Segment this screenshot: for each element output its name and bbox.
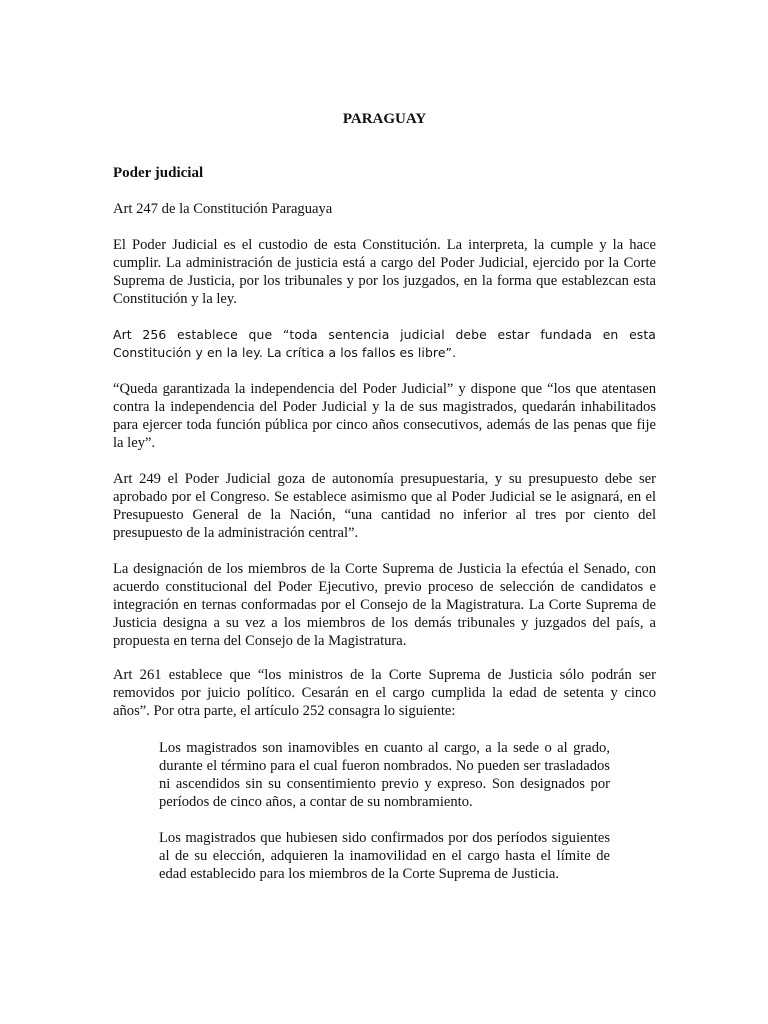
article-247-reference: Art 247 de la Constitución Paraguaya — [113, 201, 333, 217]
paragraph-designation: La designación de los miembros de la Corte Suprema de Justicia la efectúa el Senado, con acuerdo constitucional del Poder Ejecutivo, previo proceso de selección de candidatos e integración en ternas conformadas por el Consejo de la Magistratura. La Corte Suprema de Justicia designa a su vez a los miembros de los demás tribunales y juzgados del país, a propuesta en terna del Consejo de la Magistratura. — [113, 561, 656, 649]
paragraph-article-249: Art 249 el Poder Judicial goza de autonomía presupuestaria, y su presupuesto debe ser aprobado por el Congreso. Se establece asimismo que al Poder Judicial se le asignará, en el Presupuesto General de la Nación, “una cantidad no inferior al tres por ciento del presupuesto de la administración central”. — [113, 471, 656, 541]
paragraph-judicial-power: El Poder Judicial es el custodio de esta Constitución. La interpreta, la cumple y la hace cumplir. La administración de justicia está a cargo del Poder Judicial, ejercido por la Corte Suprema de Justicia, por los tribunales y por los juzgados, en la forma que establezcan esta Constitución y la ley. — [113, 237, 656, 307]
block-quote-confirmation: Los magistrados que hubiesen sido confirmados por dos períodos siguientes al de su elección, adquieren la inamovilidad en el cargo hasta el límite de edad establecido para los miembros de la Corte Suprema de Justicia. — [159, 830, 610, 882]
paragraph-independence: “Queda garantizada la independencia del Poder Judicial” y dispone que “los que atentasen contra la independencia del Poder Judicial y la de sus magistrados, quedarán inhabilitados para ejercer toda función pública por cinco años consecutivos, además de las penas que fije la ley”. — [113, 381, 656, 451]
document-page — [113, 0, 656, 1024]
document-title: PARAGUAY — [342, 111, 427, 127]
block-quote-irremovability: Los magistrados son inamovibles en cuanto al cargo, a la sede o al grado, durante el término para el cual fueron nombrados. No pueden ser trasladados ni ascendidos sin su consentimiento previo y expreso. Son designados por períodos de cinco años, a contar de su nombramiento. — [159, 740, 610, 810]
section-heading: Poder judicial — [113, 165, 204, 181]
paragraph-article-261: Art 261 establece que “los ministros de la Corte Suprema de Justicia sólo podrán ser removidos por juicio político. Cesarán en el cargo cumplida la edad de setenta y cinco años”. Por otra parte, el artículo 252 consagra lo siguiente: — [113, 667, 656, 719]
paragraph-article-256: Art 256 establece que “toda sentencia judicial debe estar fundada en esta Constitución y en la ley. La crítica a los fallos es libre”. — [113, 327, 656, 360]
